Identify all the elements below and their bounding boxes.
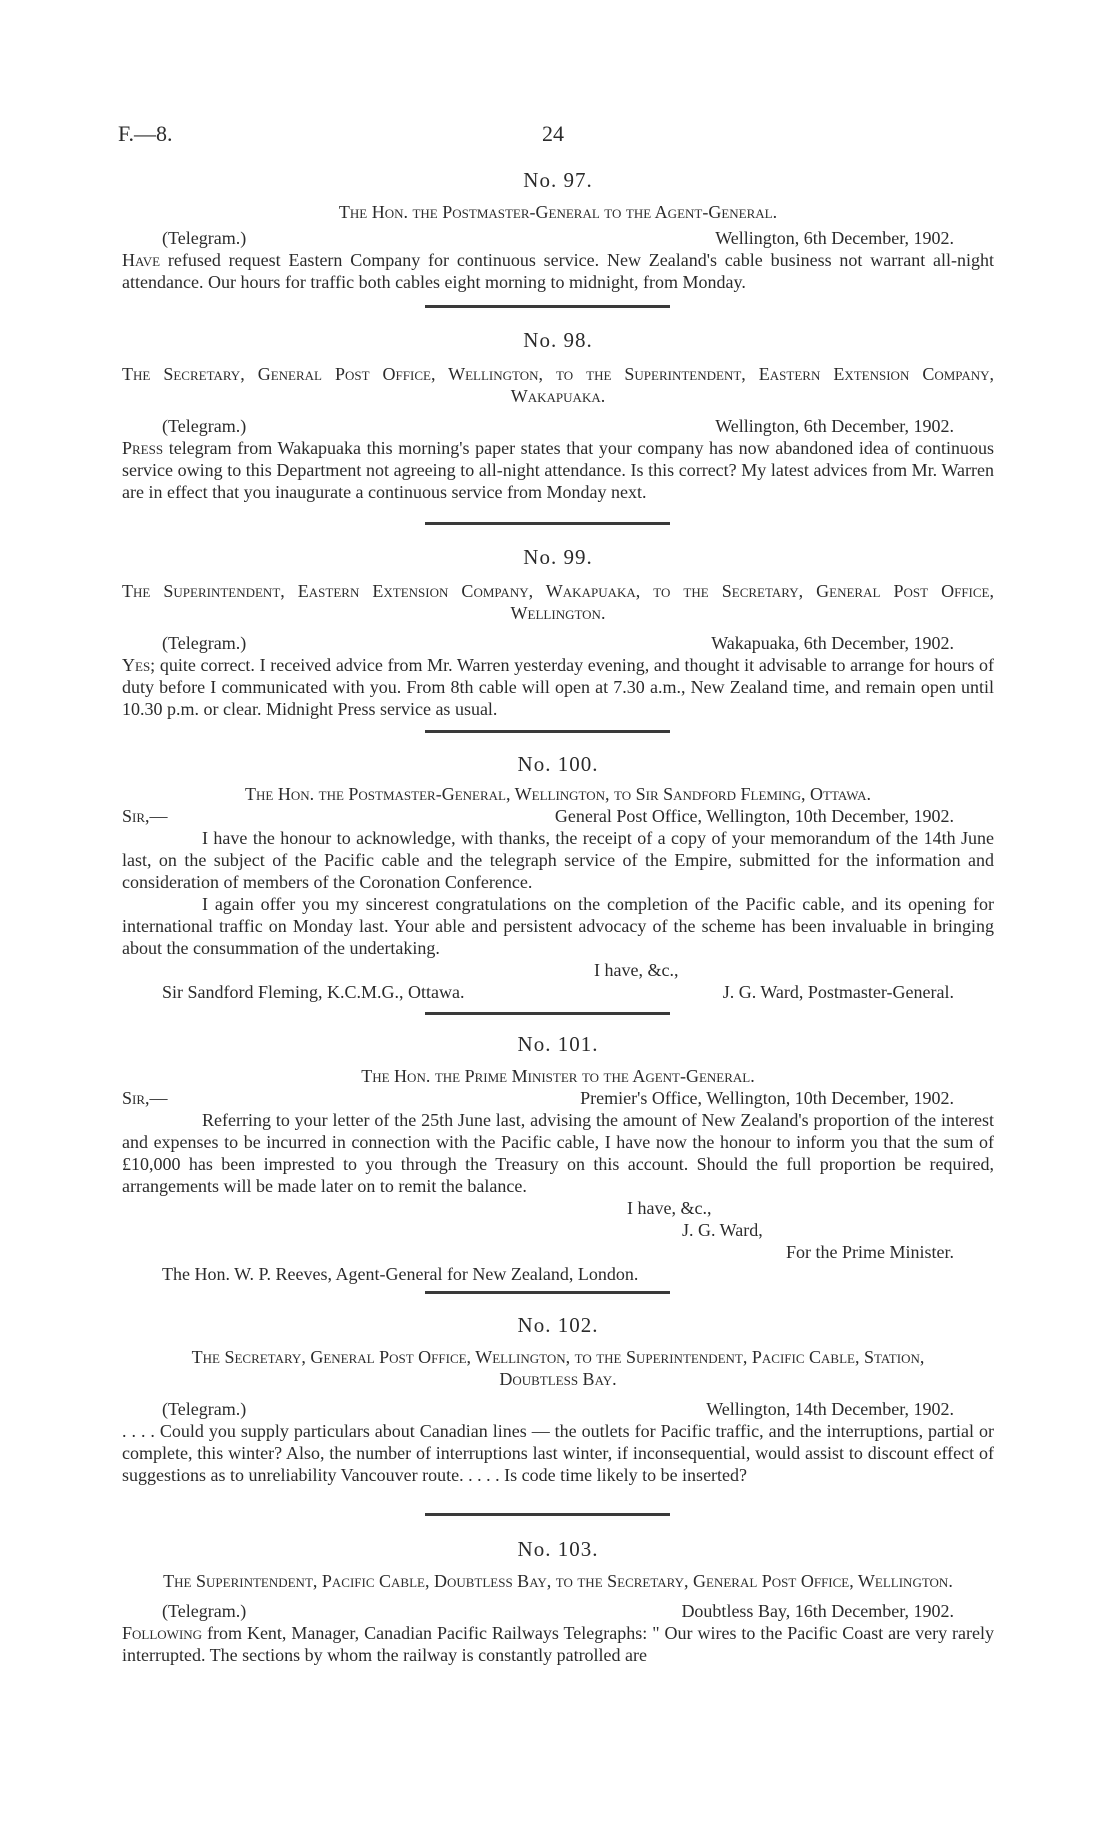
salutation: Sir,—	[122, 806, 168, 826]
telegram-label: (Telegram.)	[162, 633, 247, 653]
item-body: Have refused request Eastern Company for continuous service. New Zealand's cable business not warrant all-night attendance. Our hours for traffic both cables eight morning to midnight, from Monday.	[122, 250, 994, 292]
telegram-label: (Telegram.)	[162, 1399, 247, 1419]
dateline: Wellington, 14th December, 1902.	[706, 1399, 954, 1419]
item-103	[122, 1537, 994, 1666]
item-number: No. 100.	[517, 752, 599, 776]
item-dateline-row	[122, 1600, 994, 1622]
item-address: The Hon. the Postmaster-General, Wellington, to Sir Sandford Fleming, Ottawa.	[245, 784, 871, 804]
signature: J. G. Ward,	[682, 1220, 763, 1240]
item-number: No. 103.	[517, 1537, 599, 1561]
item-number: No. 102.	[517, 1313, 599, 1337]
item-body: Following from Kent, Manager, Canadian Pacific Railways Telegraphs: " Our wires to the Pacific Coast are very rarely interrupted. The sections by whom the railway is constantly patrolled are	[122, 1623, 994, 1665]
item-paragraph: I again offer you my sincerest congratulations on the completion of the Pacific cable, and its opening for international traffic on Monday last. Your able and persistent advocacy of the scheme has been invaluable in bringing about the consummation of the undertaking.	[122, 894, 994, 958]
item-101	[122, 1032, 994, 1285]
item-address: The Superintendent, Eastern Extension Company, Wakapuaka, to the Secretary, General Post Office, Wellington.	[122, 581, 994, 623]
item-dateline-row	[122, 1398, 994, 1420]
item-paragraph: I have the honour to acknowledge, with thanks, the receipt of a copy of your memorandum of the 14th June last, on the subject of the Pacific cable and the telegraph service of the Empire, submitted for the information and consideration of members of the Coronation Conference.	[122, 828, 994, 892]
item-body: Press telegram from Wakapuaka this morning's paper states that your company has now abandoned idea of continuous service owing to this Department not agreeing to all-night attendance. Is this correct? My latest advices from Mr. Warren are in effect that you inaugurate a continuous service from Monday next.	[122, 438, 994, 502]
item-address: The Secretary, General Post Office, Wellington, to the Superintendent, Pacific Cable, Station, Doubtless Bay.	[191, 1347, 925, 1389]
separator-rule	[425, 1012, 670, 1015]
item-100	[122, 752, 994, 1003]
recipient: Sir Sandford Fleming, K.C.M.G., Ottawa.	[162, 982, 465, 1002]
signature-role: For the Prime Minister.	[786, 1242, 954, 1262]
recipient: The Hon. W. P. Reeves, Agent-General for New Zealand, London.	[162, 1264, 639, 1284]
dateline: Wellington, 6th December, 1902.	[715, 228, 954, 248]
item-address: The Hon. the Prime Minister to the Agent-General.	[361, 1066, 755, 1086]
closing: I have, &c.,	[627, 1198, 712, 1218]
dateline: Premier's Office, Wellington, 10th December, 1902.	[580, 1088, 954, 1108]
separator-rule	[425, 1513, 670, 1516]
separator-rule	[425, 1291, 670, 1294]
page-reference: F.—8.	[118, 121, 173, 146]
item-dateline-row	[122, 227, 994, 249]
item-number: No. 99.	[523, 545, 593, 569]
item-address: The Secretary, General Post Office, Wellington, to the Superintendent, Eastern Extension Company, Wakapuaka.	[122, 364, 994, 406]
telegram-label: (Telegram.)	[162, 416, 247, 436]
item-number: No. 98.	[523, 328, 593, 352]
item-body: Yes; quite correct. I received advice from Mr. Warren yesterday evening, and thought it advisable to arrange for hours of duty before I communicated with you. From 8th cable will open at 7.30 a.m., New Zealand time, and remain open until 10.30 p.m. or clear. Midnight Press service as usual.	[122, 655, 994, 719]
item-dateline-row	[122, 1087, 994, 1109]
item-paragraph: Referring to your letter of the 25th June last, advising the amount of New Zealand's proportion of the interest and expenses to be incurred in connection with the Pacific cable, I have now the honour to inform you that the sum of £10,000 has been imprested to you through the Treasury on this account. Should the full proportion be required, arrangements will be made later on to remit the balance.	[122, 1110, 994, 1196]
item-98	[122, 328, 994, 503]
item-body: . . . . Could you supply particulars about Canadian lines — the outlets for Pacific traffic, and the interruptions, partial or complete, this winter? Also, the number of interruptions last winter, if inconsequential, would assist to discount effect of suggestions as to unreliability Vancouver route. . . . . Is code time likely to be inserted?	[122, 1421, 994, 1485]
telegram-label: (Telegram.)	[162, 228, 247, 248]
item-address: The Hon. the Postmaster-General to the Agent-General.	[338, 202, 778, 222]
dateline: Wakapuaka, 6th December, 1902.	[711, 633, 954, 653]
separator-rule	[425, 305, 670, 308]
item-dateline-row	[122, 632, 994, 654]
telegram-label: (Telegram.)	[162, 1601, 247, 1621]
item-99	[122, 545, 994, 720]
item-102	[122, 1313, 994, 1486]
item-dateline-row	[122, 805, 994, 827]
dateline: Wellington, 6th December, 1902.	[715, 416, 954, 436]
item-signature-row	[122, 981, 994, 1003]
closing: I have, &c.,	[594, 960, 679, 980]
separator-rule	[425, 730, 670, 733]
page-number: 24	[542, 121, 564, 146]
item-97	[122, 168, 994, 293]
signature: J. G. Ward, Postmaster-General.	[722, 982, 954, 1002]
dateline: Doubtless Bay, 16th December, 1902.	[681, 1601, 954, 1621]
dateline: General Post Office, Wellington, 10th December, 1902.	[554, 806, 954, 826]
separator-rule	[425, 522, 670, 525]
item-number: No. 97.	[523, 168, 593, 192]
item-number: No. 101.	[517, 1032, 599, 1056]
salutation: Sir,—	[122, 1088, 168, 1108]
item-address: The Superintendent, Pacific Cable, Doubtless Bay, to the Secretary, General Post Office, Wellington.	[163, 1571, 953, 1591]
item-dateline-row	[122, 415, 994, 437]
